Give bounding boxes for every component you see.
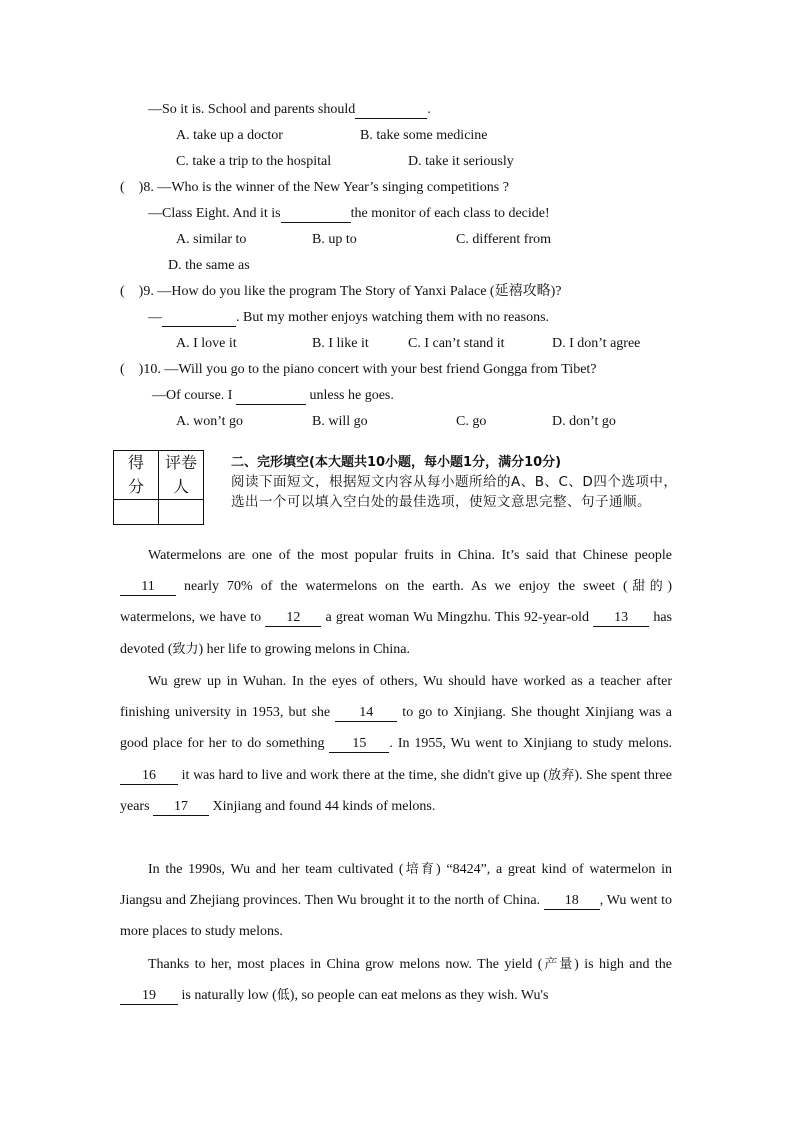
section-instruction: 阅读下面短文，根据短文内容从每小题所给的A、B、C、D四个选项中，选出一个可以填入空白处的最佳选项，使短文意思完整、句子通顺。 <box>231 474 678 510</box>
passage-paragraph-4 <box>120 949 672 1011</box>
p1-gloss-1: 甜的 <box>627 579 668 595</box>
p2-gloss-1: 放弃 <box>547 767 575 783</box>
p4-gloss-1: 产量 <box>542 957 575 972</box>
passage-paragraph-2 <box>120 666 672 822</box>
q7-option-b: B. take some medicine <box>360 128 488 143</box>
q8-blank <box>281 206 351 223</box>
q8-option-a: A. similar to <box>176 232 247 247</box>
q9-question <box>120 283 561 301</box>
score-header-text: 得分 <box>127 453 144 496</box>
grader-cell[interactable] <box>159 500 204 525</box>
q7-option-a: A. take up a doctor <box>176 128 283 143</box>
q9-option-a: A. I love it <box>176 336 237 351</box>
score-cell[interactable] <box>114 500 159 525</box>
p2-text-3: . In 1955, Wu went to Xinjiang to study melons. <box>389 736 673 752</box>
p2-text-2: to go to Xinjiang. She thought Xinjiang was a good place for her to do something <box>120 705 673 752</box>
p2-text-1: Wu grew up in Wuhan. In the eyes of others, Wu should have worked as a teacher after finishing university in 1953, but she <box>120 674 672 721</box>
blank-14[interactable]: 14 <box>335 705 397 722</box>
p3-text-1: In the 1990s, Wu and her team cultivated ( <box>148 862 404 877</box>
p1-text-6: ) her life to growing melons in China. <box>198 641 411 657</box>
p1-text-5: has devoted ( <box>120 610 672 657</box>
q8-reply-text: —Class Eight. And it is <box>148 206 281 221</box>
q7-blank <box>355 102 427 119</box>
q9-option-d: D. I don’t agree <box>552 336 641 351</box>
p2-text-5: ). She spent three years <box>120 767 672 814</box>
q9-reply <box>148 309 549 327</box>
q9-option-c: C. I can’t stand it <box>408 336 505 351</box>
q10-option-c: C. go <box>456 414 487 429</box>
q8-option-d: D. the same as <box>168 258 250 273</box>
q10-blank <box>236 388 306 405</box>
q8-answer-bracket[interactable]: ( ) <box>120 180 144 195</box>
q10-option-a: A. won’t go <box>176 414 244 429</box>
grader-header <box>159 451 204 500</box>
q10-reply-end: unless he goes. <box>309 388 394 403</box>
q7-reply <box>148 101 431 119</box>
q9-question-text: 9. —How do you like the program The Story of Yanxi Palace (延禧攻略)? <box>143 284 562 299</box>
q9-option-b: B. I like it <box>312 336 369 351</box>
q8-reply-end: the monitor of each class to decide! <box>350 206 550 221</box>
q8-question-text: 8. —Who is the winner of the New Year’s singing competitions ? <box>143 180 509 195</box>
blank-11[interactable]: 11 <box>120 579 176 596</box>
score-header <box>114 451 159 500</box>
p1-text-1: Watermelons are one of the most popular fruits in China. It’s said that Chinese people <box>148 548 672 563</box>
q10-reply <box>152 387 394 405</box>
p4-text-2: ) is high and the <box>574 957 672 972</box>
section-title: 二、完形填空(本大题共10小题，每小题1分，满分10分) <box>231 455 562 470</box>
q7-option-d: D. take it seriously <box>408 154 514 169</box>
p1-text-3: ) watermelons, we have to <box>120 579 672 626</box>
p2-text-4: it was hard to live and work there at the time, she didn't give up ( <box>178 767 548 783</box>
p1-text-2: nearly 70% of the watermelons on the earth. As we enjoy the sweet ( <box>176 579 628 595</box>
blank-17[interactable]: 17 <box>153 799 209 816</box>
p4-text-4: ), so people can eat melons as they wish. Wu's <box>289 988 549 1004</box>
grader-header-text: 评卷人 <box>164 453 197 496</box>
score-table <box>113 450 204 525</box>
p2-text-6: Xinjiang and found 44 kinds of melons. <box>209 798 436 814</box>
blank-19[interactable]: 19 <box>120 988 178 1005</box>
p1-gloss-2: 致力 <box>172 641 199 657</box>
q8-reply <box>148 205 550 223</box>
passage-paragraph-1 <box>120 540 672 665</box>
p1-text-4: a great woman Wu Mingzhu. This 92-year-old <box>321 610 594 626</box>
q7-option-c: C. take a trip to the hospital <box>176 154 332 169</box>
q9-reply-text: — <box>148 310 162 325</box>
blank-13[interactable]: 13 <box>593 610 649 627</box>
q10-answer-bracket[interactable]: ( ) <box>120 362 144 377</box>
p4-text-3: is naturally low ( <box>178 988 277 1004</box>
blank-12[interactable]: 12 <box>265 610 321 627</box>
q9-answer-bracket[interactable]: ( ) <box>120 284 144 299</box>
blank-18[interactable]: 18 <box>544 893 600 910</box>
q9-reply-end: . But my mother enjoys watching them with no reasons. <box>236 310 550 325</box>
q8-option-b: B. up to <box>312 232 357 247</box>
p4-gloss-2: 低 <box>276 988 290 1004</box>
p3-text-3: , Wu went to more places to study melons. <box>120 893 672 940</box>
q10-option-b: B. will go <box>312 414 368 429</box>
blank-15[interactable]: 15 <box>329 736 389 753</box>
q8-question <box>120 179 509 197</box>
p4-text-1: Thanks to her, most places in China grow melons now. The yield ( <box>148 957 543 972</box>
p3-gloss-1: 培育 <box>403 862 437 877</box>
q7-reply-end: . <box>427 102 431 117</box>
q10-question <box>120 361 597 379</box>
q10-reply-text: —Of course. I <box>152 388 233 403</box>
passage-paragraph-3 <box>120 854 672 948</box>
p3-text-2: ) “8424”, a great kind of watermelon in Jiangsu and Zhejiang provinces. Then Wu brought it to the north of China. <box>120 862 672 909</box>
q8-option-c: C. different from <box>456 232 551 247</box>
q9-blank <box>162 310 236 327</box>
blank-16[interactable]: 16 <box>120 768 178 785</box>
q10-question-text: 10. —Will you go to the piano concert with your best friend Gongga from Tibet? <box>143 362 597 377</box>
q10-option-d: D. don’t go <box>552 414 616 429</box>
q7-reply-text: —So it is. School and parents should <box>148 102 356 117</box>
